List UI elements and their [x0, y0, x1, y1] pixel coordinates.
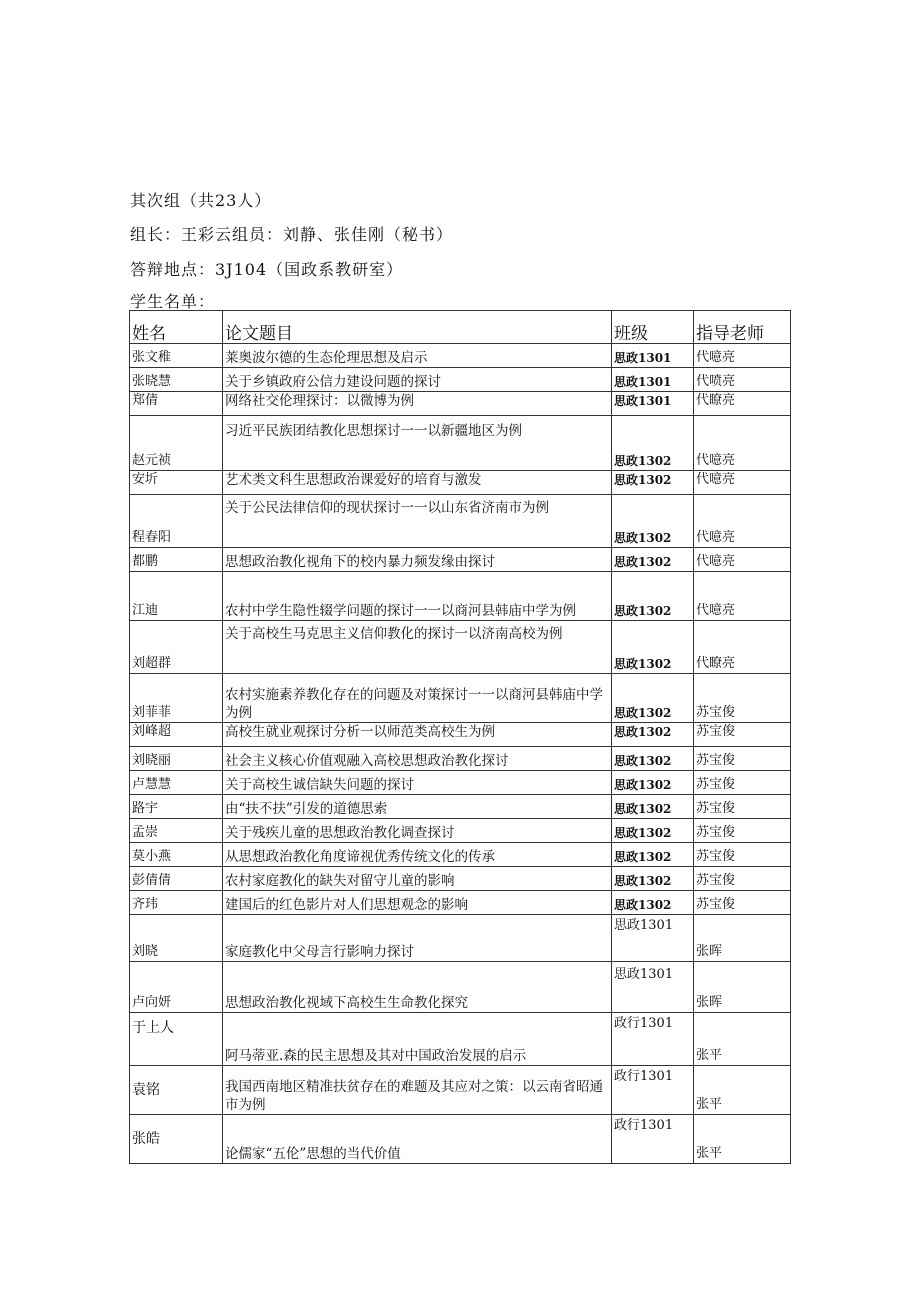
class-name: 思政1302	[612, 771, 694, 795]
table-row	[130, 572, 791, 621]
table-row	[130, 891, 791, 915]
table-row	[130, 819, 791, 843]
student-name: 莫小燕	[130, 843, 223, 867]
advisor-name: 代噫亮	[694, 548, 791, 572]
column-header-title: 论文题目	[223, 311, 612, 344]
advisor-name: 苏宝俊	[694, 771, 791, 795]
advisor-name: 苏宝俊	[694, 795, 791, 819]
advisor-name: 代噫亮	[694, 495, 791, 548]
class-name: 思政1302	[612, 572, 694, 621]
class-name: 思政1302	[612, 747, 694, 771]
advisor-name: 张平	[694, 1013, 791, 1066]
class-name: 思政1301	[612, 915, 694, 962]
table-row	[130, 416, 791, 471]
advisor-name: 苏宝俊	[694, 674, 791, 723]
advisor-name: 张平	[694, 1066, 791, 1115]
class-name: 政行1301	[612, 1013, 694, 1066]
advisor-name: 苏宝俊	[694, 819, 791, 843]
advisor-name: 苏宝俊	[694, 843, 791, 867]
class-name: 思政1301	[612, 344, 694, 368]
table-row	[130, 495, 791, 548]
table-row	[130, 1013, 791, 1066]
group-heading: 其次组（共23人）	[130, 191, 272, 210]
thesis-title: 从思想政治教化角度谛视优秀传统文化的传承	[223, 843, 612, 867]
class-name: 思政1301	[612, 392, 694, 416]
thesis-title: 家庭教化中父母言行影响力探讨	[223, 915, 612, 962]
student-name: 安圻	[130, 471, 223, 495]
table-row	[130, 471, 791, 495]
student-name: 齐玮	[130, 891, 223, 915]
table-row	[130, 621, 791, 674]
thesis-title: 社会主义核心价值观融入高校思想政治教化探讨	[223, 747, 612, 771]
class-name: 思政1302	[612, 795, 694, 819]
advisor-name: 苏宝俊	[694, 891, 791, 915]
student-name: 孟崇	[130, 819, 223, 843]
advisor-name: 代噫亮	[694, 471, 791, 495]
thesis-title: 高校生就业观探讨分析一以师范类高校生为例	[223, 723, 612, 747]
table-row	[130, 368, 791, 392]
advisor-name: 代瞭亮	[694, 392, 791, 416]
thesis-title: 关于高校生马克思主义信仰教化的探讨一以济南高校为例	[223, 621, 612, 674]
table-row	[130, 548, 791, 572]
table-row	[130, 392, 791, 416]
class-name: 思政1302	[612, 548, 694, 572]
advisor-name: 张晖	[694, 962, 791, 1013]
student-name: 卢慧慧	[130, 771, 223, 795]
student-name: 刘菲菲	[130, 674, 223, 723]
table-row	[130, 795, 791, 819]
student-name: 刘峰超	[130, 723, 223, 747]
table-row	[130, 344, 791, 368]
thesis-title: 我国西南地区精准扶贫存在的难题及其应对之策：以云南省昭通市为例	[223, 1066, 612, 1115]
group-members: 组长：王彩云组员：刘静、张佳刚（秘书）	[130, 225, 454, 244]
advisor-name: 苏宝俊	[694, 747, 791, 771]
defense-location: 答辩地点：3J104（国政系教研室）	[130, 260, 404, 279]
table-row	[130, 674, 791, 723]
thesis-title: 建国后的红色影片对人们思想观念的影响	[223, 891, 612, 915]
student-name: 袁铭	[130, 1066, 223, 1115]
class-name: 思政1301	[612, 368, 694, 392]
student-name: 都鹏	[130, 548, 223, 572]
table-row	[130, 915, 791, 962]
thesis-title: 习近平民族团结教化思想探讨一一以新疆地区为例	[223, 416, 612, 471]
thesis-title: 关于乡镇政府公信力建设问题的探讨	[223, 368, 612, 392]
advisor-name: 代喷亮	[694, 368, 791, 392]
class-name: 思政1302	[612, 621, 694, 674]
thesis-title: 阿马蒂亚.森的民主思想及其对中国政治发展的启示	[223, 1013, 612, 1066]
column-header-class: 班级	[612, 311, 694, 344]
student-name: 刘超群	[130, 621, 223, 674]
student-name: 张文稚	[130, 344, 223, 368]
student-name: 赵元祯	[130, 416, 223, 471]
student-name: 彭倩倩	[130, 867, 223, 891]
thesis-title: 农村家庭教化的缺失对留守儿童的影响	[223, 867, 612, 891]
thesis-title: 思想政治教化视域下高校生生命教化探究	[223, 962, 612, 1013]
advisor-name: 苏宝俊	[694, 723, 791, 747]
class-name: 思政1302	[612, 495, 694, 548]
advisor-name: 代瞭亮	[694, 621, 791, 674]
class-name: 思政1302	[612, 674, 694, 723]
advisor-name: 张平	[694, 1115, 791, 1164]
student-name: 刘晓	[130, 915, 223, 962]
class-name: 思政1302	[612, 867, 694, 891]
class-name: 思政1301	[612, 962, 694, 1013]
table-row	[130, 723, 791, 747]
column-header-name: 姓名	[130, 311, 223, 344]
class-name: 政行1301	[612, 1066, 694, 1115]
thesis-title: 艺术类文科生思想政治课爱好的培育与激发	[223, 471, 612, 495]
student-name: 刘晓丽	[130, 747, 223, 771]
advisor-name: 代噫亮	[694, 572, 791, 621]
table-row	[130, 747, 791, 771]
table-header-row	[130, 311, 791, 344]
student-name: 卢向妍	[130, 962, 223, 1013]
class-name: 思政1302	[612, 471, 694, 495]
student-name: 张皓	[130, 1115, 223, 1164]
thesis-title: 莱奥波尔德的生态伦理思想及启示	[223, 344, 612, 368]
student-list-label: 学生名单：	[130, 292, 216, 311]
student-name: 路宇	[130, 795, 223, 819]
thesis-title: 农村中学生隐性辍学问题的探讨一一以商河县韩庙中学为例	[223, 572, 612, 621]
table-row	[130, 962, 791, 1013]
advisor-name: 代噫亮	[694, 416, 791, 471]
table-row	[130, 843, 791, 867]
table-row	[130, 1066, 791, 1115]
thesis-title: 关于高校生诚信缺失问题的探讨	[223, 771, 612, 795]
student-name: 程春阳	[130, 495, 223, 548]
student-name: 于上人	[130, 1013, 223, 1066]
advisor-name: 代噫亮	[694, 344, 791, 368]
thesis-title: 论儒家“五伦”思想的当代价值	[223, 1115, 612, 1164]
thesis-title: 由“扶不扶”引发的道德思索	[223, 795, 612, 819]
student-name: 张晓慧	[130, 368, 223, 392]
student-name: 江迪	[130, 572, 223, 621]
student-name: 郑倩	[130, 392, 223, 416]
thesis-title: 思想政治教化视角下的校内暴力频发缘由探讨	[223, 548, 612, 572]
class-name: 政行1301	[612, 1115, 694, 1164]
thesis-title: 关于公民法律信仰的现状探讨一一以山东省济南市为例	[223, 495, 612, 548]
column-header-advisor: 指导老师	[694, 311, 791, 344]
class-name: 思政1302	[612, 723, 694, 747]
table-row	[130, 771, 791, 795]
class-name: 思政1302	[612, 416, 694, 471]
thesis-title: 关于残疾儿童的思想政治教化调查探讨	[223, 819, 612, 843]
class-name: 思政1302	[612, 819, 694, 843]
table-row	[130, 867, 791, 891]
thesis-title: 农村实施素养教化存在的问题及对策探讨一一以商河县韩庙中学为例	[223, 674, 612, 723]
table-row	[130, 1115, 791, 1164]
advisor-name: 张晖	[694, 915, 791, 962]
class-name: 思政1302	[612, 843, 694, 867]
advisor-name: 苏宝俊	[694, 867, 791, 891]
class-name: 思政1302	[612, 891, 694, 915]
student-table	[129, 310, 791, 1164]
thesis-title: 网络社交伦理探讨：以微博为例	[223, 392, 612, 416]
